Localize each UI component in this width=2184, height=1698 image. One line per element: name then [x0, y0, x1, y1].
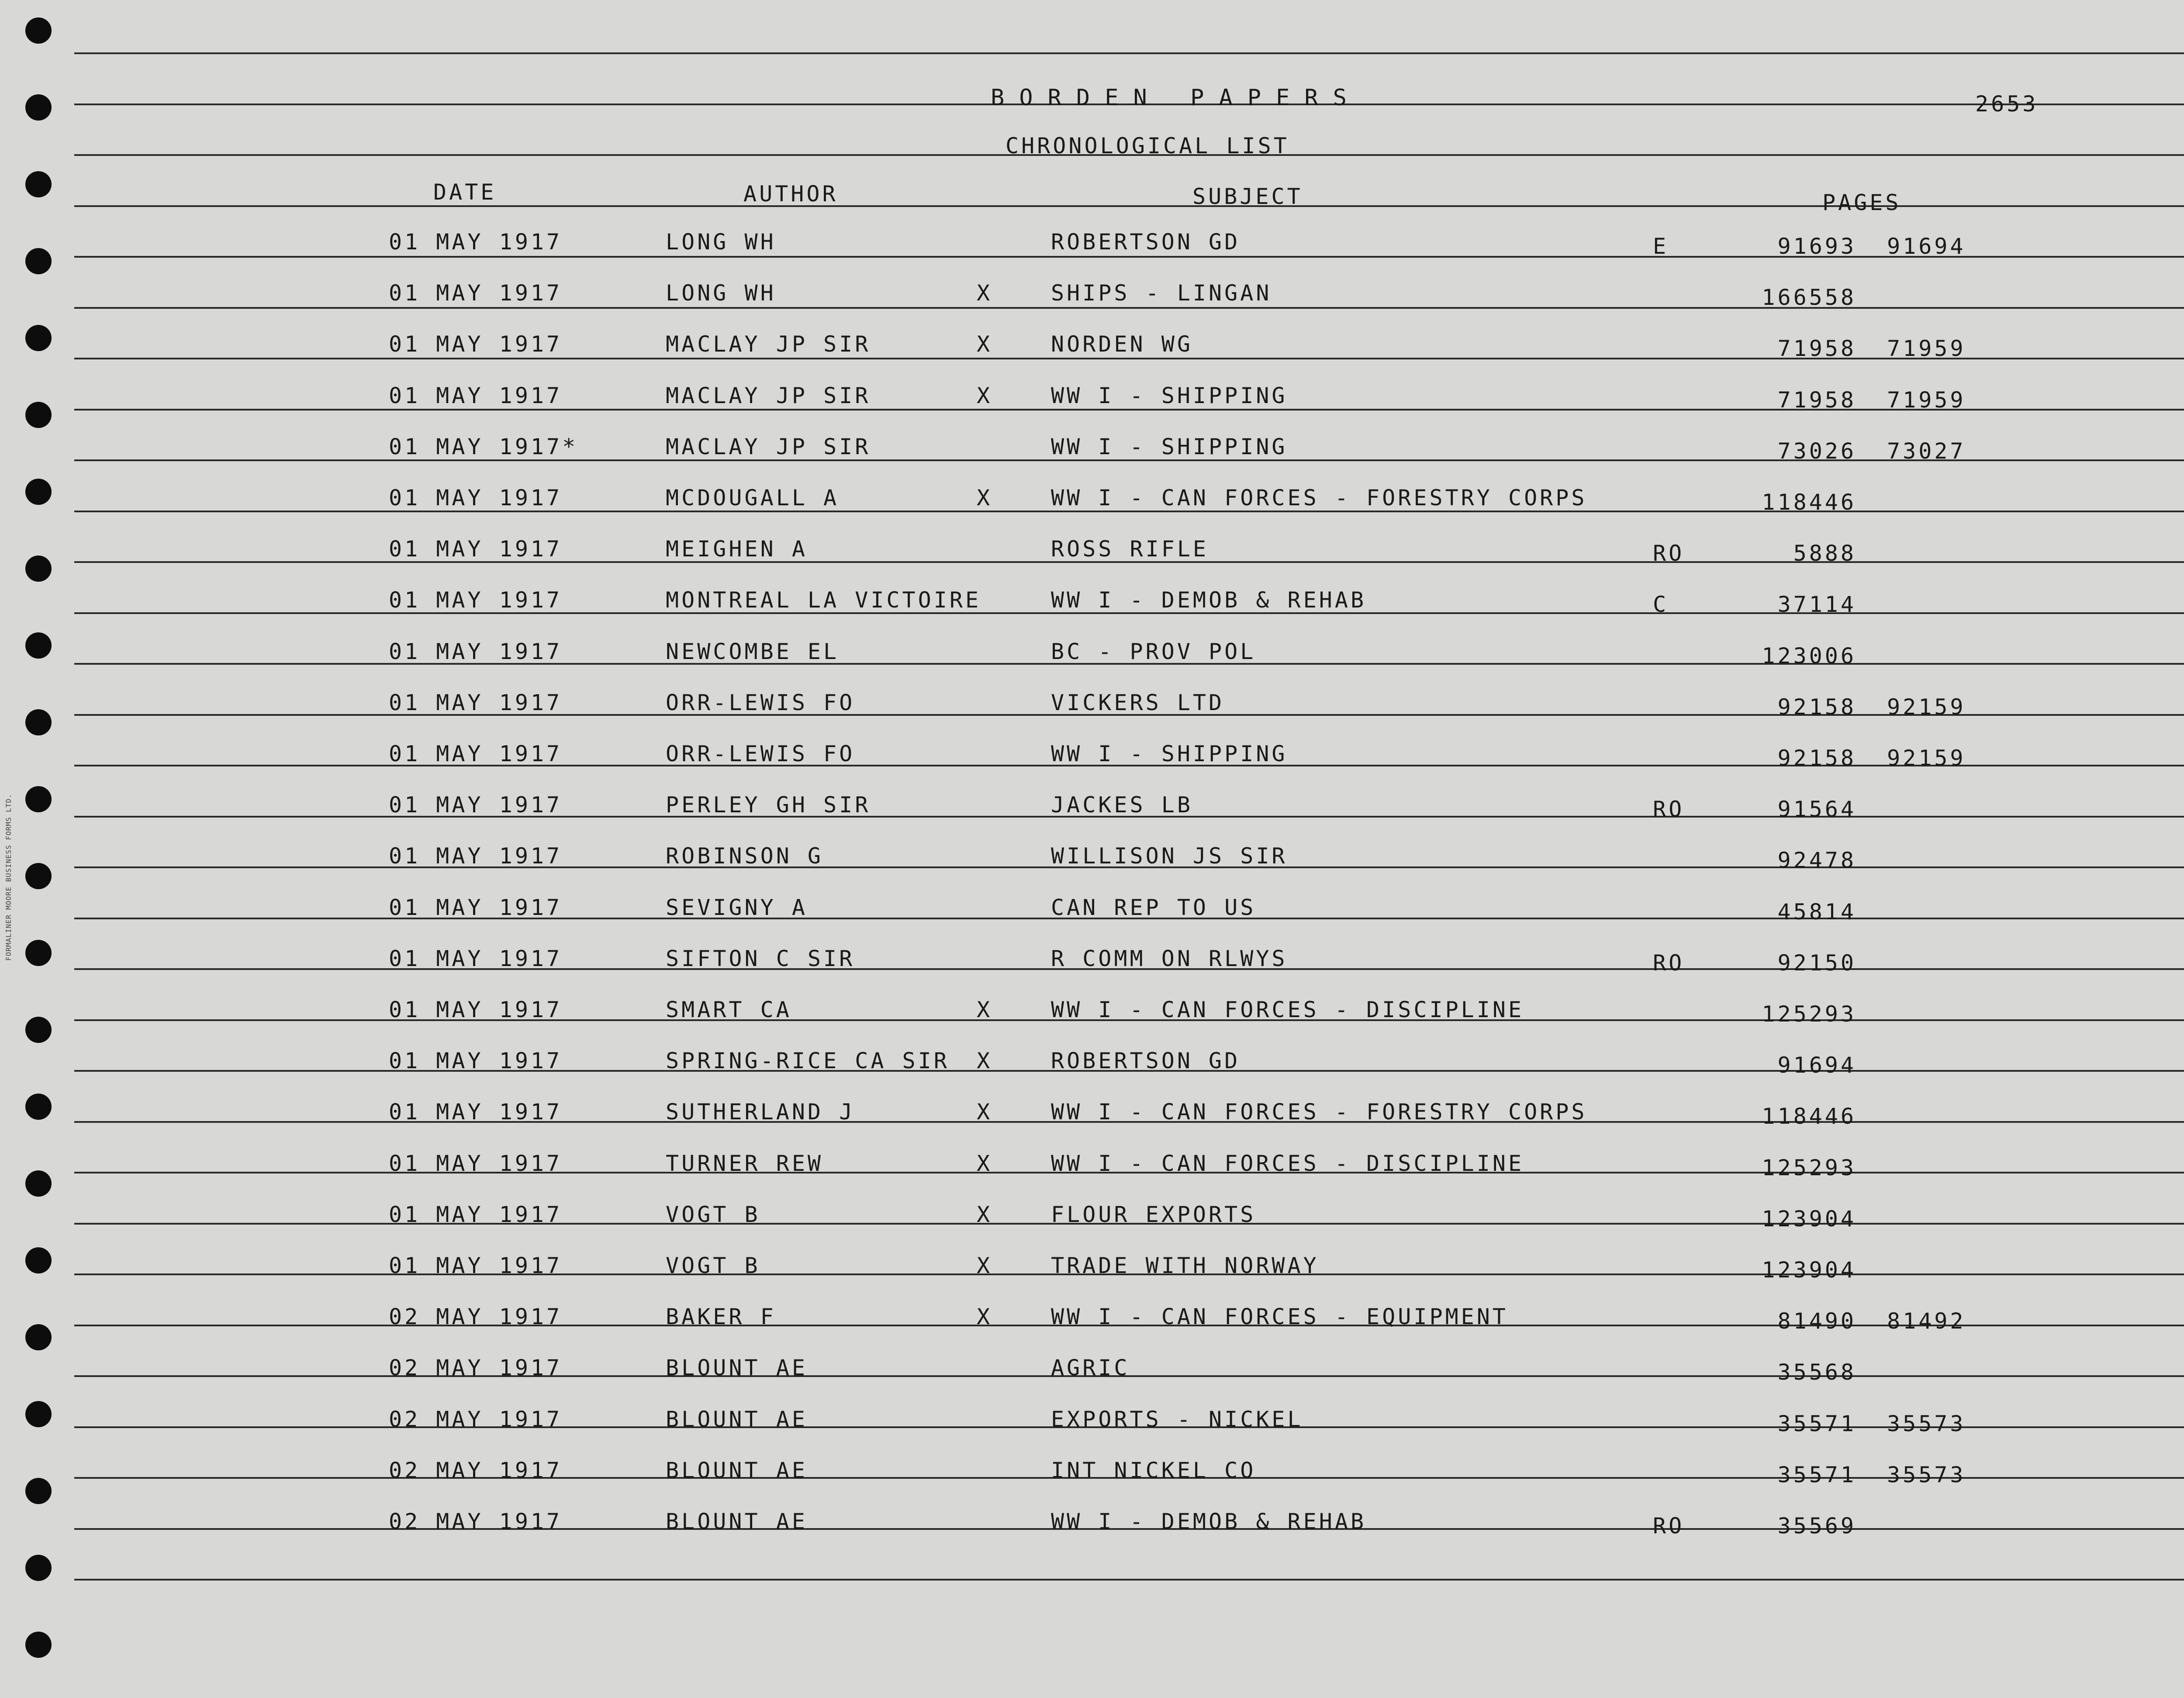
entry-author: SEVIGNY A — [666, 894, 808, 920]
entry-page-start: 125293 — [1762, 1001, 1856, 1027]
entry-subject: WILLISON JS SIR — [1051, 843, 1288, 869]
entry-page-start: 71958 — [1777, 336, 1856, 362]
entry-author: BLOUNT AE — [666, 1457, 808, 1483]
entry-page-start: 92158 — [1777, 745, 1856, 771]
entry-subject: WW I - SHIPPING — [1051, 434, 1288, 459]
entry-date: 01 MAY 1917 — [389, 638, 563, 664]
document-title: BORDEN PAPERS — [991, 85, 1362, 111]
entry-flag: X — [977, 331, 993, 357]
entry-page-start: 37114 — [1777, 592, 1856, 618]
entry-subject: ROSS RIFLE — [1051, 536, 1209, 562]
entry-author: MACLAY JP SIR — [666, 383, 871, 408]
entry-subject: ROBERTSON GD — [1051, 229, 1241, 255]
entry-page-start: 92150 — [1777, 950, 1856, 976]
entry-page-start: 35568 — [1777, 1360, 1856, 1385]
entry-code: RO — [1653, 950, 1685, 976]
entry-author: BLOUNT AE — [666, 1406, 808, 1432]
entry-page-start: 91694 — [1777, 1053, 1856, 1078]
entry-date: 01 MAY 1917 — [389, 1150, 563, 1176]
entry-date: 01 MAY 1917 — [389, 383, 563, 408]
entry-flag: X — [977, 1201, 993, 1227]
entry-page-end: 71959 — [1887, 336, 1966, 362]
list-subtitle: CHRONOLOGICAL LIST — [1006, 133, 1289, 159]
entry-code: RO — [1653, 541, 1685, 566]
entry-subject: AGRIC — [1051, 1355, 1130, 1381]
entry-page-start: 123006 — [1762, 643, 1856, 669]
entry-author: PERLEY GH SIR — [666, 792, 871, 818]
entry-subject: TRADE WITH NORWAY — [1051, 1253, 1319, 1278]
entry-subject: CAN REP TO US — [1051, 894, 1256, 920]
entry-page-start: 45814 — [1777, 899, 1856, 925]
entry-code: RO — [1653, 797, 1685, 822]
entry-page-end: 92159 — [1887, 745, 1966, 771]
entry-page-start: 166558 — [1762, 285, 1856, 311]
entry-page-start: 35569 — [1777, 1513, 1856, 1539]
entry-author: VOGT B — [666, 1201, 760, 1227]
entry-date: 01 MAY 1917 — [389, 792, 563, 818]
margin-form-label: FORMALINER MOORE BUSINESS FORMS LTD. — [4, 794, 13, 961]
entry-flag: X — [977, 1150, 993, 1176]
entry-page-end: 35573 — [1887, 1411, 1966, 1436]
entry-page-start: 118446 — [1762, 490, 1856, 515]
entry-flag: X — [977, 1048, 993, 1074]
entry-author: MONTREAL LA VICTOIRE — [666, 587, 981, 613]
entry-page-end: 92159 — [1887, 694, 1966, 720]
entry-flag: X — [977, 485, 993, 511]
entry-date: 01 MAY 1917 — [389, 536, 563, 562]
entry-page-start: 92158 — [1777, 694, 1856, 720]
entry-author: NEWCOMBE EL — [666, 638, 840, 664]
entry-flag: X — [977, 1253, 993, 1278]
entry-page-start: 91693 — [1777, 234, 1856, 259]
entry-subject: WW I - CAN FORCES - DISCIPLINE — [1051, 1150, 1524, 1176]
entry-page-end: 35573 — [1887, 1462, 1966, 1487]
entry-author: ORR-LEWIS FO — [666, 741, 855, 766]
entry-date: 02 MAY 1917 — [389, 1304, 563, 1330]
entry-page-start: 125293 — [1762, 1155, 1856, 1180]
entry-subject: WW I - DEMOB & REHAB — [1051, 587, 1367, 613]
entry-code: RO — [1653, 1513, 1685, 1539]
entry-date: 01 MAY 1917 — [389, 485, 563, 511]
entry-subject: WW I - CAN FORCES - FORESTRY CORPS — [1051, 485, 1587, 511]
entry-page-start: 92478 — [1777, 848, 1856, 873]
column-header-subject: SUBJECT — [1192, 184, 1303, 209]
column-header-date: DATE — [433, 179, 497, 205]
entry-flag: X — [977, 1099, 993, 1125]
entry-author: BAKER F — [666, 1304, 776, 1330]
entry-subject: BC - PROV POL — [1051, 638, 1256, 664]
entry-author: BLOUNT AE — [666, 1355, 808, 1381]
entry-subject: FLOUR EXPORTS — [1051, 1201, 1256, 1227]
entry-date: 02 MAY 1917 — [389, 1406, 563, 1432]
entry-page-end: 91694 — [1887, 234, 1966, 259]
entry-date: 01 MAY 1917 — [389, 280, 563, 306]
entry-flag: X — [977, 383, 993, 408]
entry-page-end: 73027 — [1887, 438, 1966, 464]
entry-page-start: 91564 — [1777, 797, 1856, 822]
entry-date: 02 MAY 1917 — [389, 1509, 563, 1534]
entry-subject: WW I - SHIPPING — [1051, 741, 1288, 766]
entry-author: MACLAY JP SIR — [666, 331, 871, 357]
entry-subject: SHIPS - LINGAN — [1051, 280, 1272, 306]
entry-author: BLOUNT AE — [666, 1509, 808, 1534]
entry-subject: WW I - DEMOB & REHAB — [1051, 1509, 1367, 1534]
entry-date: 01 MAY 1917 — [389, 587, 563, 613]
entry-code: C — [1653, 592, 1669, 618]
entry-subject: R COMM ON RLWYS — [1051, 946, 1288, 971]
entry-page-start: 5888 — [1793, 541, 1856, 566]
entry-date: 01 MAY 1917 — [389, 229, 563, 255]
entry-date: 01 MAY 1917 — [389, 1253, 563, 1278]
entry-code: E — [1653, 234, 1669, 259]
entry-author: ORR-LEWIS FO — [666, 690, 855, 715]
entry-page-start: 71958 — [1777, 387, 1856, 413]
entry-date: 02 MAY 1917 — [389, 1457, 563, 1483]
entry-page-start: 35571 — [1777, 1411, 1856, 1436]
entry-flag: X — [977, 997, 993, 1022]
entry-date: 01 MAY 1917 — [389, 946, 563, 971]
entry-author: VOGT B — [666, 1253, 760, 1278]
entry-flag: X — [977, 280, 993, 306]
entry-subject: NORDEN WG — [1051, 331, 1193, 357]
entry-date: 01 MAY 1917* — [389, 434, 578, 459]
entry-date: 01 MAY 1917 — [389, 690, 563, 715]
entry-subject: WW I - CAN FORCES - EQUIPMENT — [1051, 1304, 1508, 1330]
entry-date: 01 MAY 1917 — [389, 843, 563, 869]
entry-subject: INT NICKEL CO — [1051, 1457, 1256, 1483]
entry-author: LONG WH — [666, 229, 776, 255]
entry-date: 01 MAY 1917 — [389, 997, 563, 1022]
entry-author: LONG WH — [666, 280, 776, 306]
entry-subject: JACKES LB — [1051, 792, 1193, 818]
entry-author: ROBINSON G — [666, 843, 824, 869]
entry-date: 02 MAY 1917 — [389, 1355, 563, 1381]
entry-page-start: 118446 — [1762, 1104, 1856, 1129]
entry-flag: X — [977, 1304, 993, 1330]
entry-page-start: 123904 — [1762, 1206, 1856, 1232]
entry-page-end: 71959 — [1887, 387, 1966, 413]
entry-page-start: 73026 — [1777, 438, 1856, 464]
page-number: 2653 — [1975, 91, 2039, 117]
entry-author: SUTHERLAND J — [666, 1099, 855, 1125]
entry-subject: EXPORTS - NICKEL — [1051, 1406, 1303, 1432]
entry-date: 01 MAY 1917 — [389, 894, 563, 920]
column-header-pages: PAGES — [1822, 190, 1901, 215]
entry-author: MEIGHEN A — [666, 536, 808, 562]
entry-author: SPRING-RICE CA SIR — [666, 1048, 950, 1074]
entry-page-end: 81492 — [1887, 1308, 1966, 1334]
entry-author: MACLAY JP SIR — [666, 434, 871, 459]
entry-author: SMART CA — [666, 997, 792, 1022]
entry-date: 01 MAY 1917 — [389, 1099, 563, 1125]
column-header-author: AUTHOR — [743, 181, 838, 207]
entry-date: 01 MAY 1917 — [389, 1048, 563, 1074]
entry-date: 01 MAY 1917 — [389, 331, 563, 357]
entry-subject: VICKERS LTD — [1051, 690, 1225, 715]
entry-subject: ROBERTSON GD — [1051, 1048, 1241, 1074]
entry-date: 01 MAY 1917 — [389, 1201, 563, 1227]
entry-subject: WW I - SHIPPING — [1051, 383, 1288, 408]
entry-subject: WW I - CAN FORCES - FORESTRY CORPS — [1051, 1099, 1587, 1125]
entry-author: MCDOUGALL A — [666, 485, 840, 511]
entry-author: TURNER REW — [666, 1150, 824, 1176]
entry-page-start: 35571 — [1777, 1462, 1856, 1487]
entry-subject: WW I - CAN FORCES - DISCIPLINE — [1051, 997, 1524, 1022]
entry-page-start: 81490 — [1777, 1308, 1856, 1334]
entry-author: SIFTON C SIR — [666, 946, 855, 971]
entry-page-start: 123904 — [1762, 1257, 1856, 1283]
entry-date: 01 MAY 1917 — [389, 741, 563, 766]
